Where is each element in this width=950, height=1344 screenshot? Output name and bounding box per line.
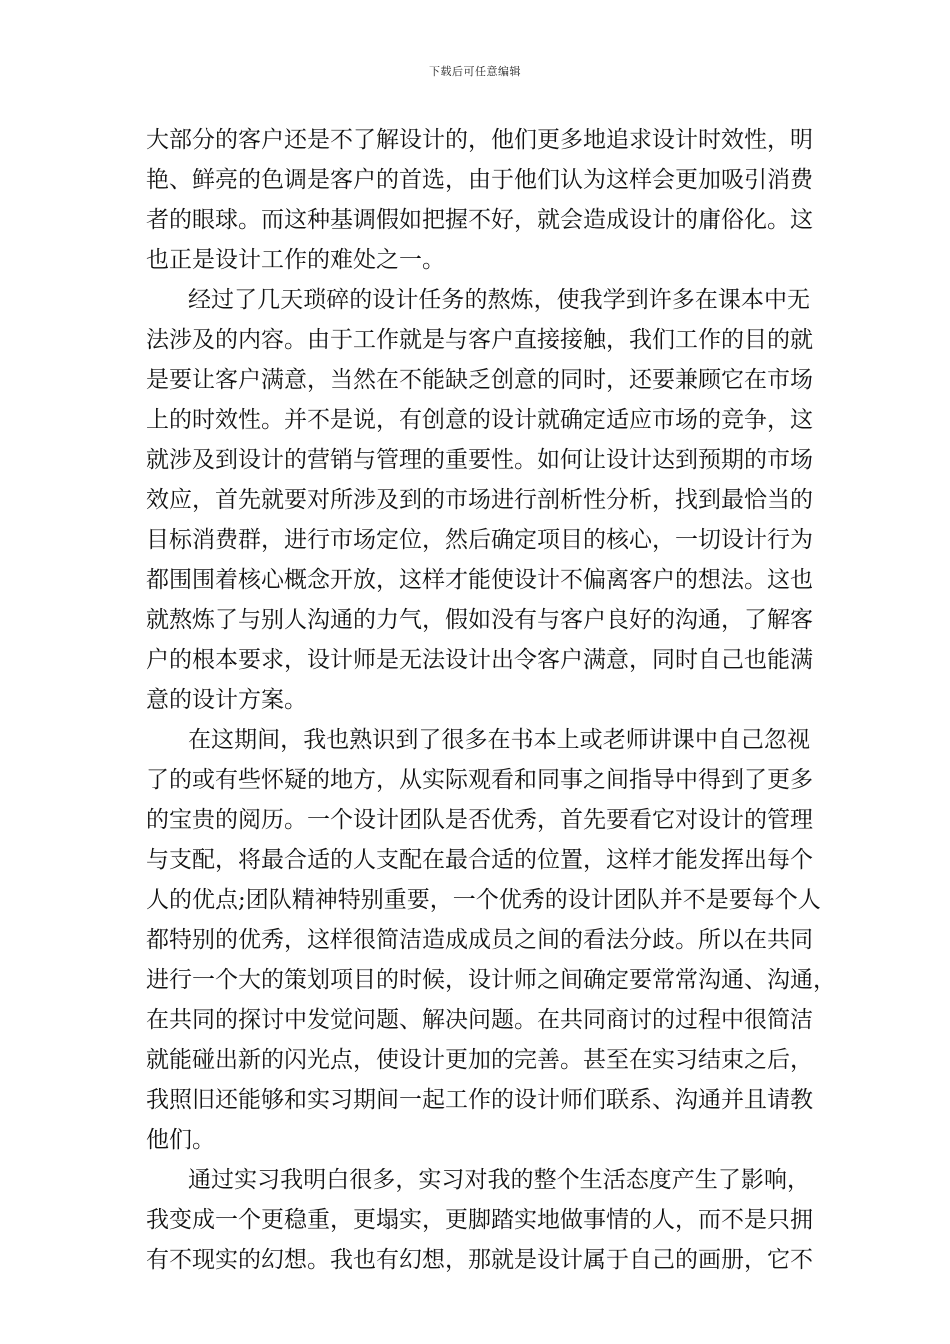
text-line: 经过了几天琐碎的设计任务的熬炼，使我学到许多在课本中无 bbox=[188, 287, 810, 313]
paragraph bbox=[146, 280, 813, 720]
text-line: 我照旧还能够和实习期间一起工作的设计师们联系、沟通并且请教 bbox=[146, 1087, 813, 1113]
text-line: 就熬炼了与别人沟通的力气，假如没有与客户良好的沟通，了解客 bbox=[146, 607, 813, 633]
text-line: 也正是设计工作的难处之一。 bbox=[146, 247, 445, 273]
text-line: 上的时效性。并不是说，有创意的设计就确定适应市场的竞争，这 bbox=[146, 407, 813, 433]
text-line: 大部分的客户还是不了解设计的，他们更多地追求设计时效性，明 bbox=[146, 127, 813, 153]
text-line: 就涉及到设计的营销与管理的重要性。如何让设计达到预期的市场 bbox=[146, 447, 813, 473]
paragraph bbox=[146, 720, 836, 1160]
text-line: 通过实习我明白很多，实习对我的整个生活态度产生了影响， bbox=[188, 1167, 810, 1193]
text-line: 人的优点;团队精神特别重要，一个优秀的设计团队并不是要每个人 bbox=[146, 887, 821, 913]
paragraph bbox=[146, 1160, 813, 1280]
paragraph bbox=[146, 120, 813, 280]
text-line: 在共同的探讨中发觉问题、解决问题。在共同商讨的过程中很简洁 bbox=[146, 1007, 813, 1033]
text-line: 他们。 bbox=[146, 1127, 215, 1153]
text-line: 都围围着核心概念开放，这样才能使设计不偏离客户的想法。这也 bbox=[146, 567, 813, 593]
text-line: 艳、鲜亮的色调是客户的首选，由于他们认为这样会更加吸引消费 bbox=[146, 167, 813, 193]
text-line: 者的眼球。而这种基调假如把握不好，就会造成设计的庸俗化。这 bbox=[146, 207, 813, 233]
document-body bbox=[146, 120, 836, 1280]
text-line: 与支配，将最合适的人支配在最合适的位置，这样才能发挥出每个 bbox=[146, 847, 813, 873]
text-line: 户的根本要求，设计师是无法设计出令客户满意，同时自己也能满 bbox=[146, 647, 813, 673]
text-line: 我变成一个更稳重，更塌实，更脚踏实地做事情的人，而不是只拥 bbox=[146, 1207, 813, 1233]
text-line: 就能碰出新的闪光点，使设计更加的完善。甚至在实习结束之后， bbox=[146, 1047, 813, 1073]
text-line: 目标消费群，进行市场定位，然后确定项目的核心，一切设计行为 bbox=[146, 527, 813, 553]
text-line: 都特别的优秀，这样很简洁造成成员之间的看法分歧。所以在共同 bbox=[146, 927, 813, 953]
text-line: 是要让客户满意，当然在不能缺乏创意的同时，还要兼顾它在市场 bbox=[146, 367, 813, 393]
text-line: 的宝贵的阅历。一个设计团队是否优秀，首先要看它对设计的管理 bbox=[146, 807, 813, 833]
text-line: 有不现实的幻想。我也有幻想，那就是设计属于自己的画册，它不 bbox=[146, 1247, 813, 1273]
text-line: 进行一个大的策划项目的时候，设计师之间确定要常常沟通、沟通， bbox=[146, 967, 836, 993]
page-header: 下载后可任意编辑 bbox=[429, 65, 521, 78]
text-line: 意的设计方案。 bbox=[146, 687, 307, 713]
text-line: 效应，首先就要对所涉及到的市场进行剖析性分析，找到最恰当的 bbox=[146, 487, 813, 513]
text-line: 在这期间，我也熟识到了很多在书本上或老师讲课中自己忽视 bbox=[188, 727, 810, 753]
text-line: 法涉及的内容。由于工作就是与客户直接接触，我们工作的目的就 bbox=[146, 327, 813, 353]
text-line: 了的或有些怀疑的地方，从实际观看和同事之间指导中得到了更多 bbox=[146, 767, 813, 793]
